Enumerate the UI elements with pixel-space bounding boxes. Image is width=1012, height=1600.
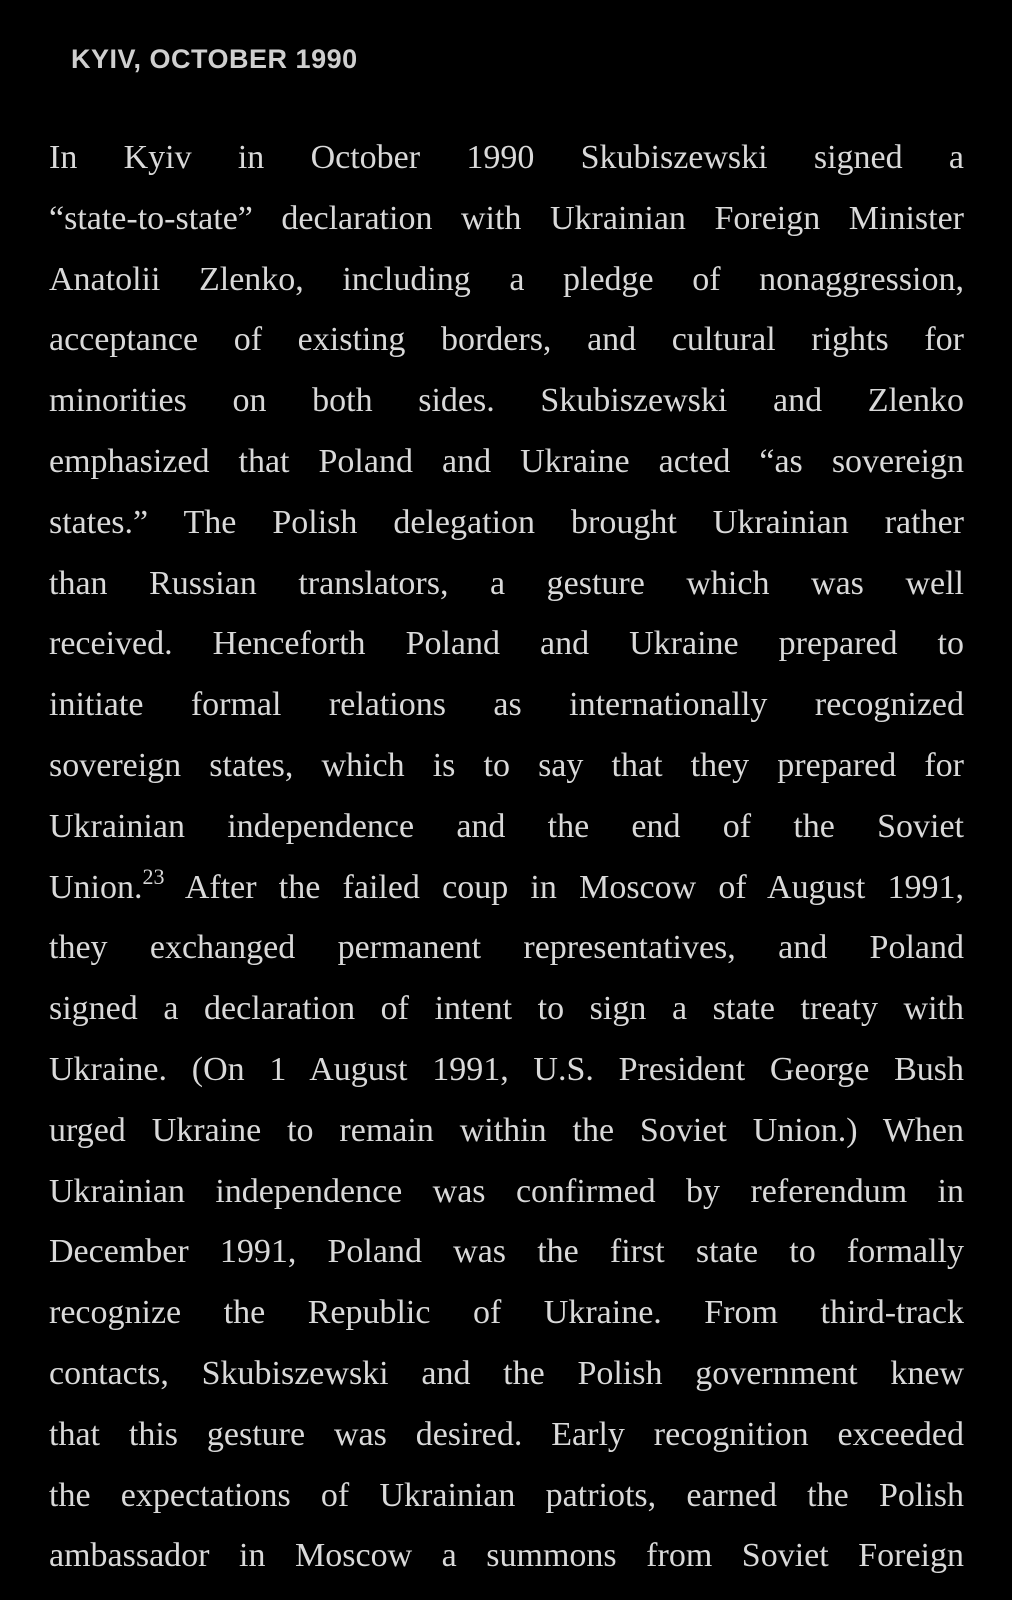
text-line: Ukrainian independence was confirmed by referendum in [49,1172,964,1210]
text-line: states.” The Polish delegation brought Ukrainian rather [49,503,964,541]
text-segment: Union. [49,868,143,906]
text-line: emphasized that Poland and Ukraine acted “as sovereign [49,442,964,480]
body-paragraph [49,128,964,1587]
text-line: minorities on both sides. Skubiszewski and Zlenko [49,382,964,420]
text-line: contacts, Skubiszewski and the Polish government knew [49,1354,964,1392]
text-line-with-footnote [49,858,964,919]
section-heading: KYIV, OCTOBER 1990 [71,44,358,74]
text-line: December 1991, Poland was the first state to formally [49,1233,964,1271]
text-line: urged Ukraine to remain within the Soviet Union.) When [49,1111,964,1149]
text-line: sovereign states, which is to say that they prepared for [49,746,964,784]
text-line: than Russian translators, a gesture which was well [49,564,964,602]
text-line: recognize the Republic of Ukraine. From third-track [49,1294,964,1332]
text-line: Ukraine. (On 1 August 1991, U.S. President George Bush [49,1050,964,1088]
text-line: signed a declaration of intent to sign a state treaty with [49,990,964,1028]
text-segment: After the failed coup in Moscow of August 1991, [184,868,965,906]
text-line: Ukrainian independence and the end of the Soviet [49,807,964,845]
text-line: initiate formal relations as internationally recognized [49,686,964,724]
text-line: that this gesture was desired. Early recognition exceeded [49,1415,964,1453]
text-line: ambassador in Moscow a summons from Soviet Foreign [49,1537,964,1575]
text-line: In Kyiv in October 1990 Skubiszewski signed a [49,139,964,176]
text-line: received. Henceforth Poland and Ukraine prepared to [49,625,964,663]
text-line: the expectations of Ukrainian patriots, earned the Polish [49,1476,964,1514]
text-line: they exchanged permanent representatives, and Poland [49,929,964,967]
text-line: “state-to-state” declaration with Ukrainian Foreign Minister [49,199,964,237]
text-line: Anatolii Zlenko, including a pledge of nonaggression, [49,260,964,298]
text-line: acceptance of existing borders, and cultural rights for [49,321,964,359]
footnote-ref: 23 [142,863,165,889]
